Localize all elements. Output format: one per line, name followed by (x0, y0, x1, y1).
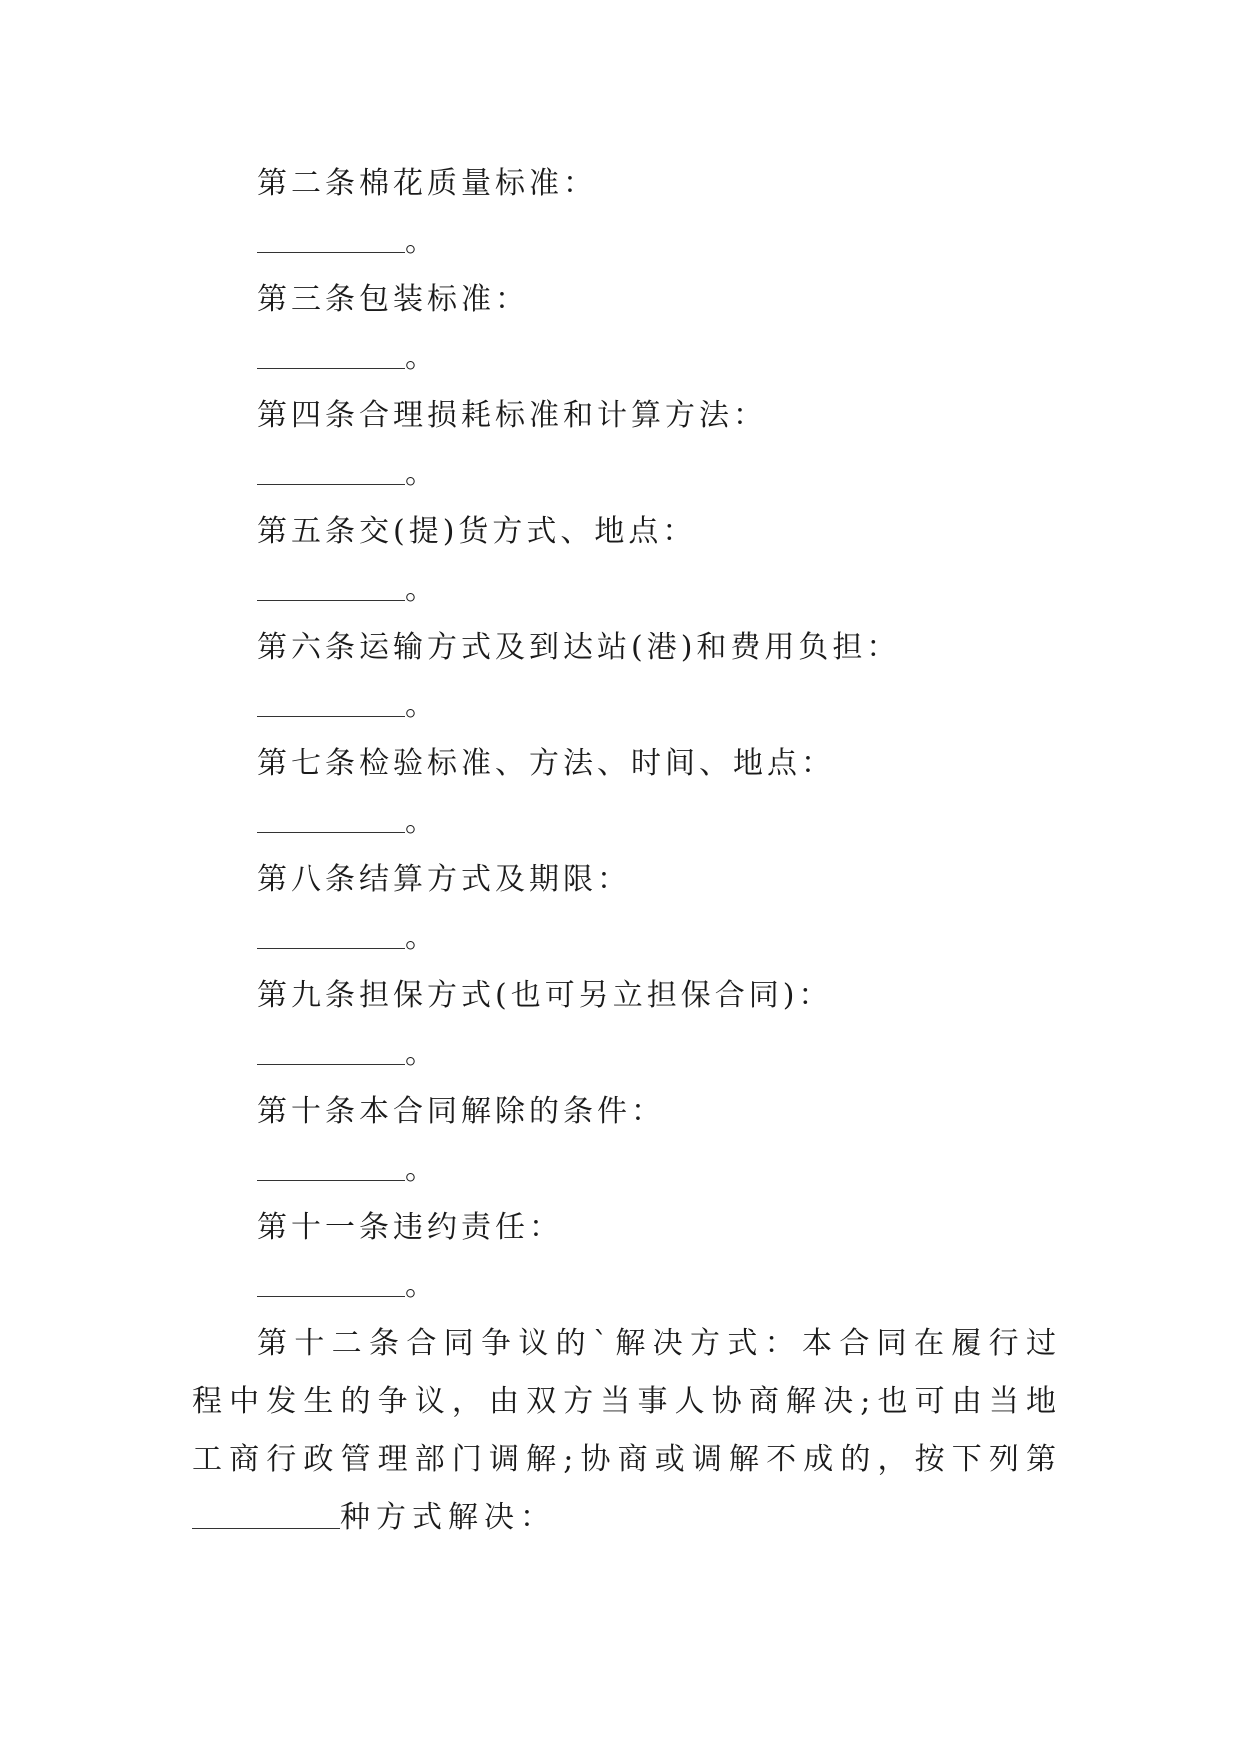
clause-2-heading: 第二条棉花质量标准： (257, 166, 597, 201)
clause-11-fill-line (192, 1257, 1062, 1315)
clause-9-fill-line (192, 1025, 1062, 1083)
period-mark: 。 (405, 572, 435, 607)
fill-blank (192, 1498, 340, 1529)
period-mark: 。 (405, 456, 435, 491)
fill-blank (257, 1034, 405, 1065)
fill-blank (257, 918, 405, 949)
fill-blank (257, 222, 405, 253)
period-mark: 。 (405, 1268, 435, 1303)
period-mark: 。 (405, 688, 435, 723)
fill-blank (257, 338, 405, 369)
clause-6-fill-line (192, 677, 1062, 735)
period-mark: 。 (405, 920, 435, 955)
clause-3-heading: 第三条包装标准： (257, 282, 529, 317)
period-mark: 。 (405, 1036, 435, 1071)
clause-4-fill-line (192, 445, 1062, 503)
clause-7-heading: 第七条检验标准、方法、时间、地点： (257, 746, 835, 781)
clause-8-heading: 第八条结算方式及期限： (257, 862, 631, 897)
clause-7-fill-line (192, 793, 1062, 851)
clause-4-heading: 第四条合理损耗标准和计算方法： (257, 398, 767, 433)
fill-blank (257, 1266, 405, 1297)
clause-12-text-before-blank: 第十二条合同争议的`解决方式：本合同在履行过程中发生的争议，由双方当事人协商解决;也可由当地工商行政管理部门调解;协商或调解不成的，按下列第 (192, 1326, 1062, 1477)
clause-10-heading: 第十条本合同解除的条件： (257, 1094, 665, 1129)
clause-3-fill-line (192, 329, 1062, 387)
clause-11-heading: 第十一条违约责任： (257, 1210, 563, 1245)
period-mark: 。 (405, 1152, 435, 1187)
period-mark: 。 (405, 224, 435, 259)
period-mark: 。 (405, 340, 435, 375)
fill-blank (257, 570, 405, 601)
clause-8-fill-line (192, 909, 1062, 967)
clause-2-fill-line (192, 213, 1062, 271)
clause-12-paragraph (192, 1315, 1062, 1547)
period-mark: 。 (405, 804, 435, 839)
fill-blank (257, 454, 405, 485)
contract-body (192, 155, 1062, 1547)
fill-blank (257, 686, 405, 717)
clause-9-heading: 第九条担保方式(也可另立担保合同)： (257, 978, 833, 1013)
fill-blank (257, 1150, 405, 1181)
clause-5-heading: 第五条交(提)货方式、地点： (257, 514, 697, 549)
clause-5-fill-line (192, 561, 1062, 619)
clause-12-text-after-blank: 种方式解决： (340, 1500, 556, 1535)
clause-6-heading: 第六条运输方式及到达站(港)和费用负担： (257, 630, 901, 665)
clause-10-fill-line (192, 1141, 1062, 1199)
fill-blank (257, 802, 405, 833)
